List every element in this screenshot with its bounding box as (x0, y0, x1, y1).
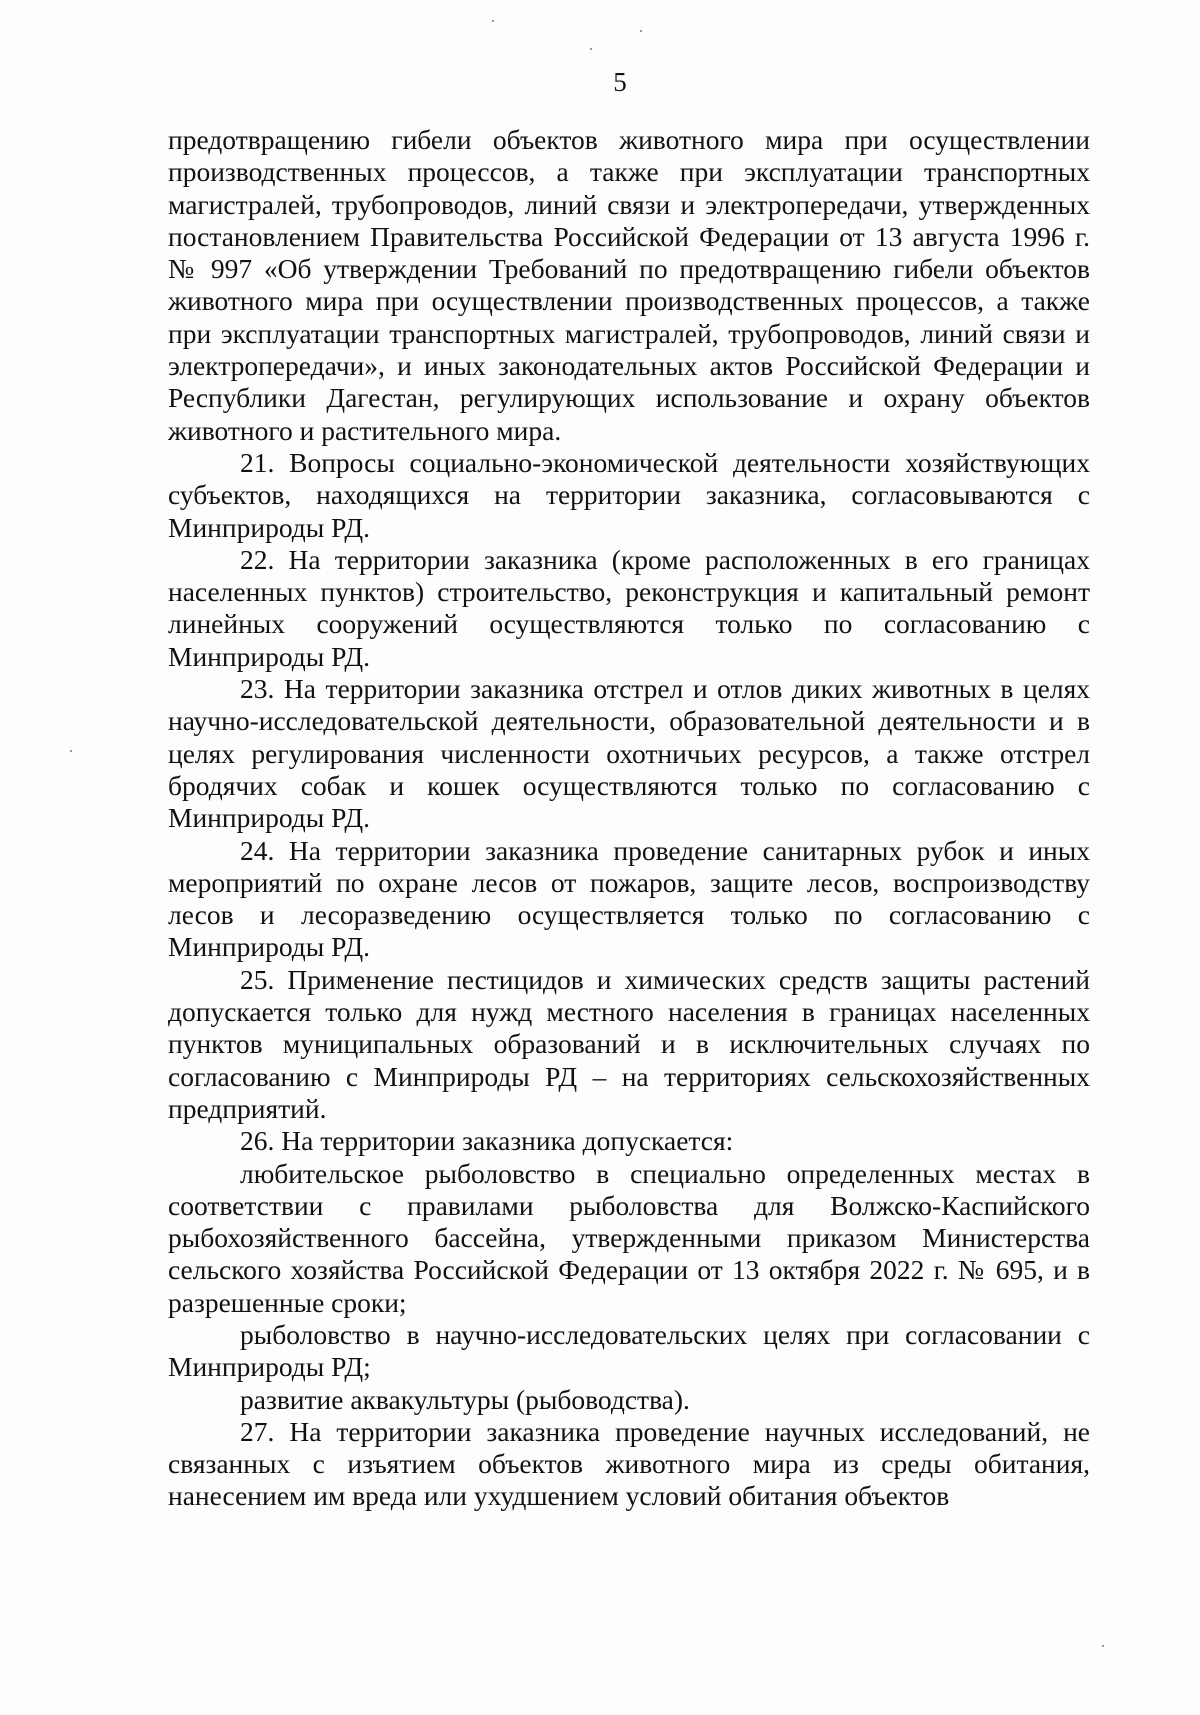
scan-speck (640, 30, 642, 32)
paragraph-22: 22. На территории заказника (кроме расположенных в его границах населенных пунктов) строительство, реконструкция и капитальный ремонт линейных сооружений осуществляются только по согласованию с Минприроды РД. (168, 543, 1090, 672)
page-number: 5 (613, 67, 627, 97)
paragraph-26: 26. На территории заказника допускается: (240, 1125, 734, 1157)
paragraph-26-research-fishing: рыболовство в научно-исследовательских целях при согласовании с Минприроды РД; (168, 1318, 1090, 1383)
paragraph-23: 23. На территории заказника отстрел и отлов диких животных в целях научно-исследовательской деятельности, образовательной деятельности и в целях регулирования численности охотничьих ресурсов, а также отстрел бродячих собак и кошек осуществляются только по согласованию с Минприроды РД. (168, 673, 1090, 834)
paragraph-21: 21. Вопросы социально-экономической деятельности хозяйствующих субъектов, находящихся на территории заказника, согласовываются с Минприроды РД. (168, 446, 1090, 543)
paragraph-continuation: предотвращению гибели объектов животного мира при осуществлении производственных процессов, а также при эксплуатации транспортных магистралей, трубопроводов, линий связи и электропередачи, утвержденных постановлением Правительства Российской Федерации от 13 августа 1996 г. № 997 «Об утверждении Требований по предотвращению гибели объектов животного мира при осуществлении производственных процессов, а также при эксплуатации транспортных магистралей, трубопроводов, линий связи и электропередачи», и иных законодательных актов Российской Федерации и Республики Дагестан, регулирующих использование и охрану объектов животного и растительного мира. (168, 124, 1090, 446)
scan-speck (70, 750, 72, 752)
scan-speck (492, 20, 494, 22)
scan-speck (1102, 1645, 1104, 1647)
paragraph-27: 27. На территории заказника проведение научных исследований, не связанных с изъятием объектов животного мира из среды обитания, нанесением им вреда или ухудшением условий обитания объектов (168, 1415, 1090, 1512)
paragraph-25: 25. Применение пестицидов и химических средств защиты растений допускается только для нужд местного населения в границах населенных пунктов муниципальных образований и в исключительных случаях по согласованию с Минприроды РД – на территориях сельскохозяйственных предприятий. (168, 963, 1090, 1124)
paragraph-24: 24. На территории заказника проведение санитарных рубок и иных мероприятий по охране лесов от пожаров, защите лесов, воспроизводству лесов и лесоразведению осуществляется только по согласованию с Минприроды РД. (168, 834, 1090, 963)
paragraph-26-aquaculture: развитие аквакультуры (рыбоводства). (240, 1383, 690, 1415)
document-body (168, 124, 1090, 1513)
paragraph-26-amateur-fishing: любительское рыболовство в специально определенных местах в соответствии с правилами рыболовства для Волжско-Каспийского рыбохозяйственного бассейна, утвержденными приказом Министерства сельского хозяйства Российской Федерации от 13 октября 2022 г. № 695, и в разрешенные сроки; (168, 1157, 1090, 1318)
scan-speck (590, 48, 592, 50)
